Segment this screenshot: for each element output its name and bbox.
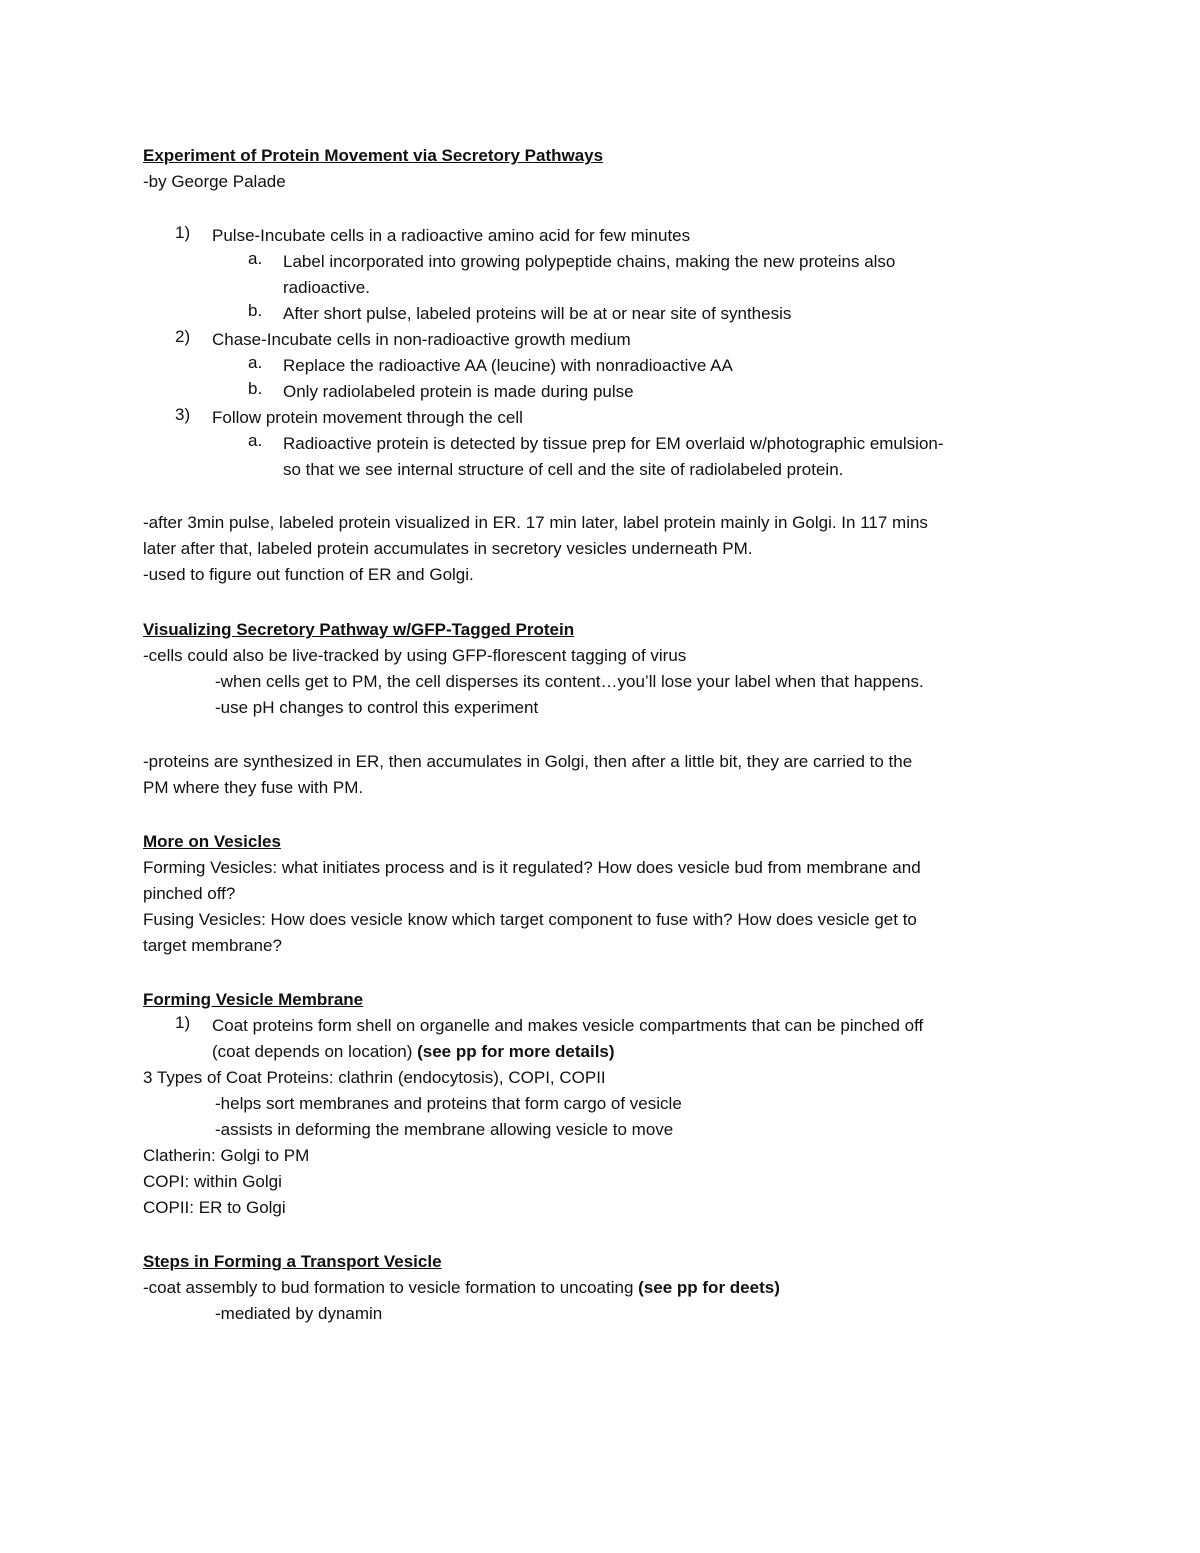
list-subitem: Only radiolabeled protein is made during pulse (283, 382, 634, 401)
indented-line: -helps sort membranes and proteins that form cargo of vesicle (215, 1094, 682, 1113)
list-item-text: (coat depends on location) (212, 1042, 418, 1061)
list-item: Coat proteins form shell on organelle and makes vesicle compartments that can be pinched off (212, 1016, 924, 1035)
list-subitem: After short pulse, labeled proteins will be at or near site of synthesis (283, 304, 792, 323)
paragraph-line: Fusing Vesicles: How does vesicle know which target component to fuse with? How does vesicle get to (143, 910, 917, 929)
section-heading-vesicle-membrane: Forming Vesicle Membrane (143, 990, 364, 1009)
section-heading-transport-vesicle: Steps in Forming a Transport Vesicle (143, 1252, 442, 1271)
paragraph-line: -cells could also be live-tracked by using GFP-florescent tagging of virus (143, 646, 687, 665)
list-letter: a. (248, 353, 263, 372)
paragraph-line: later after that, labeled protein accumulates in secretory vesicles underneath PM. (143, 539, 753, 558)
list-number: 2) (175, 327, 191, 346)
indented-line: -assists in deforming the membrane allowing vesicle to move (215, 1120, 674, 1139)
see-pp-note: (see pp for more details) (417, 1042, 615, 1061)
list-number: 3) (175, 405, 191, 424)
indented-line: -mediated by dynamin (215, 1304, 383, 1323)
list-item: Chase-Incubate cells in non-radioactive growth medium (212, 330, 631, 349)
paragraph-line: -after 3min pulse, labeled protein visualized in ER. 17 min later, label protein mainly in Golgi. In 117 mins (143, 513, 928, 532)
list-number: 1) (175, 223, 191, 242)
paragraph-line: -used to figure out function of ER and Golgi. (143, 565, 474, 584)
paragraph-line: -proteins are synthesized in ER, then accumulates in Golgi, then after a little bit, they are carried to the (143, 752, 913, 771)
paragraph-line: Clatherin: Golgi to PM (143, 1146, 310, 1165)
list-subitem: Radioactive protein is detected by tissue prep for EM overlaid w/photographic emulsion- (283, 434, 944, 453)
paragraph-line: target membrane? (143, 936, 282, 955)
paragraph-text: -coat assembly to bud formation to vesicle formation to uncoating (143, 1278, 639, 1297)
list-number: 1) (175, 1013, 191, 1032)
section-heading-gfp: Visualizing Secretory Pathway w/GFP-Tagged Protein (143, 620, 575, 639)
list-letter: b. (248, 379, 263, 398)
paragraph-line: PM where they fuse with PM. (143, 778, 364, 797)
list-subitem: Replace the radioactive AA (leucine) with nonradioactive AA (283, 356, 733, 375)
paragraph-line: COPI: within Golgi (143, 1172, 282, 1191)
list-letter: a. (248, 249, 263, 268)
list-letter: b. (248, 301, 263, 320)
paragraph-line: 3 Types of Coat Proteins: clathrin (endocytosis), COPI, COPII (143, 1068, 606, 1087)
indented-line: -use pH changes to control this experiment (215, 698, 539, 717)
section-heading-vesicles: More on Vesicles (143, 832, 281, 851)
section-heading-protein-movement: Experiment of Protein Movement via Secretory Pathways (143, 146, 604, 165)
paragraph-line: pinched off? (143, 884, 236, 903)
indented-line: -when cells get to PM, the cell disperses its content…you’ll lose your label when that happens. (215, 672, 924, 691)
list-subitem: Label incorporated into growing polypeptide chains, making the new proteins also (283, 252, 896, 271)
list-item: Follow protein movement through the cell (212, 408, 523, 427)
list-subitem-continued: so that we see internal structure of cell and the site of radiolabeled protein. (283, 460, 844, 479)
list-letter: a. (248, 431, 263, 450)
list-item: Pulse-Incubate cells in a radioactive amino acid for few minutes (212, 226, 691, 245)
byline: -by George Palade (143, 172, 286, 191)
see-pp-note: (see pp for deets) (638, 1278, 780, 1297)
list-subitem-continued: radioactive. (283, 278, 370, 297)
paragraph-line (143, 1275, 780, 1301)
list-item-continued (212, 1039, 615, 1065)
paragraph-line: COPII: ER to Golgi (143, 1198, 286, 1217)
paragraph-line: Forming Vesicles: what initiates process and is it regulated? How does vesicle bud from membrane and (143, 858, 921, 877)
